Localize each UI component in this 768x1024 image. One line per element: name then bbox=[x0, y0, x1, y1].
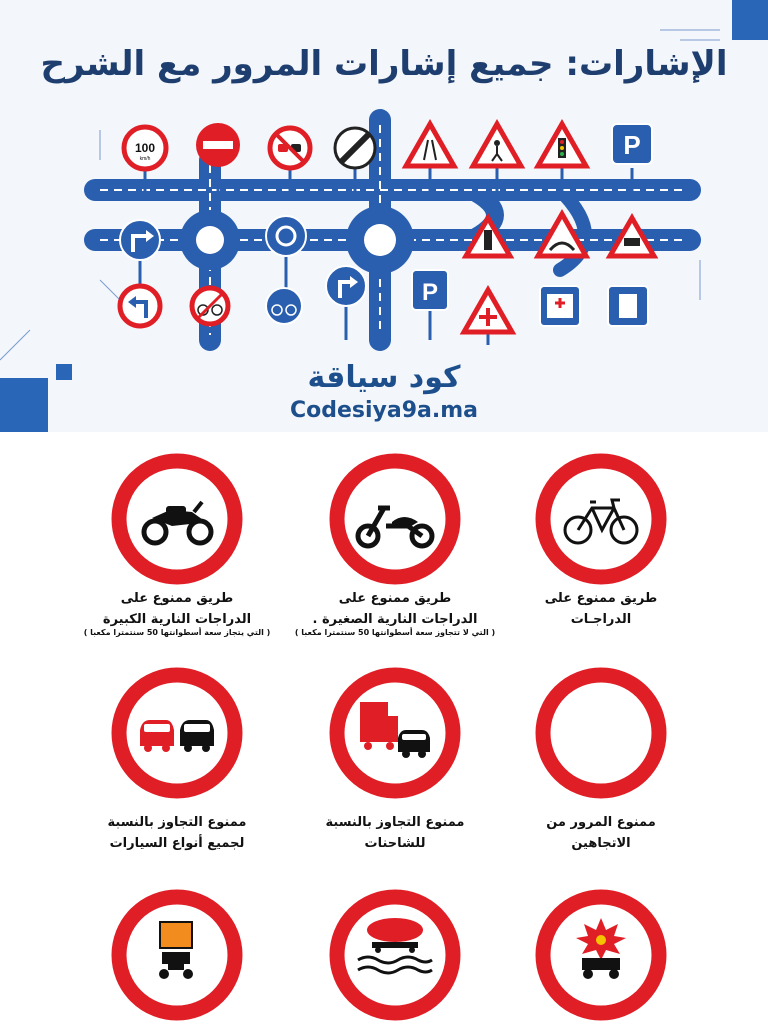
sign-label-line2: الدراجات النارية الكبيرة bbox=[102, 612, 252, 627]
header-banner bbox=[0, 0, 768, 432]
sign-label-line1: طريق ممنوع على bbox=[338, 591, 452, 606]
sign-note: ( التي يتجاز سعة أسطوانتها 50 سنتمترا مكعبا ) bbox=[83, 628, 271, 637]
no-bicycles-icon bbox=[534, 452, 668, 586]
svg-text:P: P bbox=[421, 279, 439, 306]
no-explosives-icon bbox=[534, 888, 668, 1022]
sign-card bbox=[52, 452, 302, 638]
page-title: الإشارات: جميع إشارات المرور مع الشرح bbox=[40, 44, 728, 84]
no-entry-both-directions-icon bbox=[534, 666, 668, 800]
svg-text:km/h: km/h bbox=[139, 156, 151, 162]
sign-label-line2: للشاحنات bbox=[364, 836, 426, 851]
sign-label-line2: لجميع أنواع السيارات bbox=[109, 836, 245, 851]
sign-card bbox=[476, 452, 726, 628]
sign-label-line1: طريق ممنوع على bbox=[120, 591, 234, 606]
signs-grid bbox=[0, 432, 768, 1024]
brand-url: Codesiya9a.ma bbox=[289, 398, 479, 423]
no-mopeds-icon bbox=[328, 452, 462, 586]
sign-label-line2: الدراجات النارية الصغيرة . bbox=[312, 612, 478, 627]
sign-card bbox=[52, 888, 302, 1022]
no-water-pollutant-icon bbox=[328, 888, 462, 1022]
sign-label-line2: الاتجاهين bbox=[571, 836, 631, 851]
no-overtaking-icon bbox=[110, 666, 244, 800]
sign-card bbox=[476, 666, 726, 852]
sign-card bbox=[52, 666, 302, 852]
sign-label-line1: ممنوع التجاوز بالنسبة bbox=[325, 815, 465, 830]
no-dangerous-goods-icon bbox=[110, 888, 244, 1022]
sign-label-line1: ممنوع المرور من bbox=[546, 815, 656, 830]
svg-text:P: P bbox=[623, 130, 641, 160]
sign-card bbox=[476, 888, 726, 1022]
sign-label-line2: الدراجـات bbox=[570, 612, 632, 627]
sign-label-line1: ممنوع التجاوز بالنسبة bbox=[107, 815, 247, 830]
no-motorcycles-icon bbox=[110, 452, 244, 586]
no-overtaking-trucks-icon bbox=[328, 666, 462, 800]
sign-label-line1: طريق ممنوع على bbox=[544, 591, 658, 606]
brand-name-arabic: كود سياقة bbox=[307, 360, 461, 395]
sign-note: ( التي لا تتجاوز سعة أسطوانتها 50 سنتمترا مكعبا ) bbox=[294, 628, 496, 637]
speed-limit-text: 100 bbox=[134, 141, 156, 155]
